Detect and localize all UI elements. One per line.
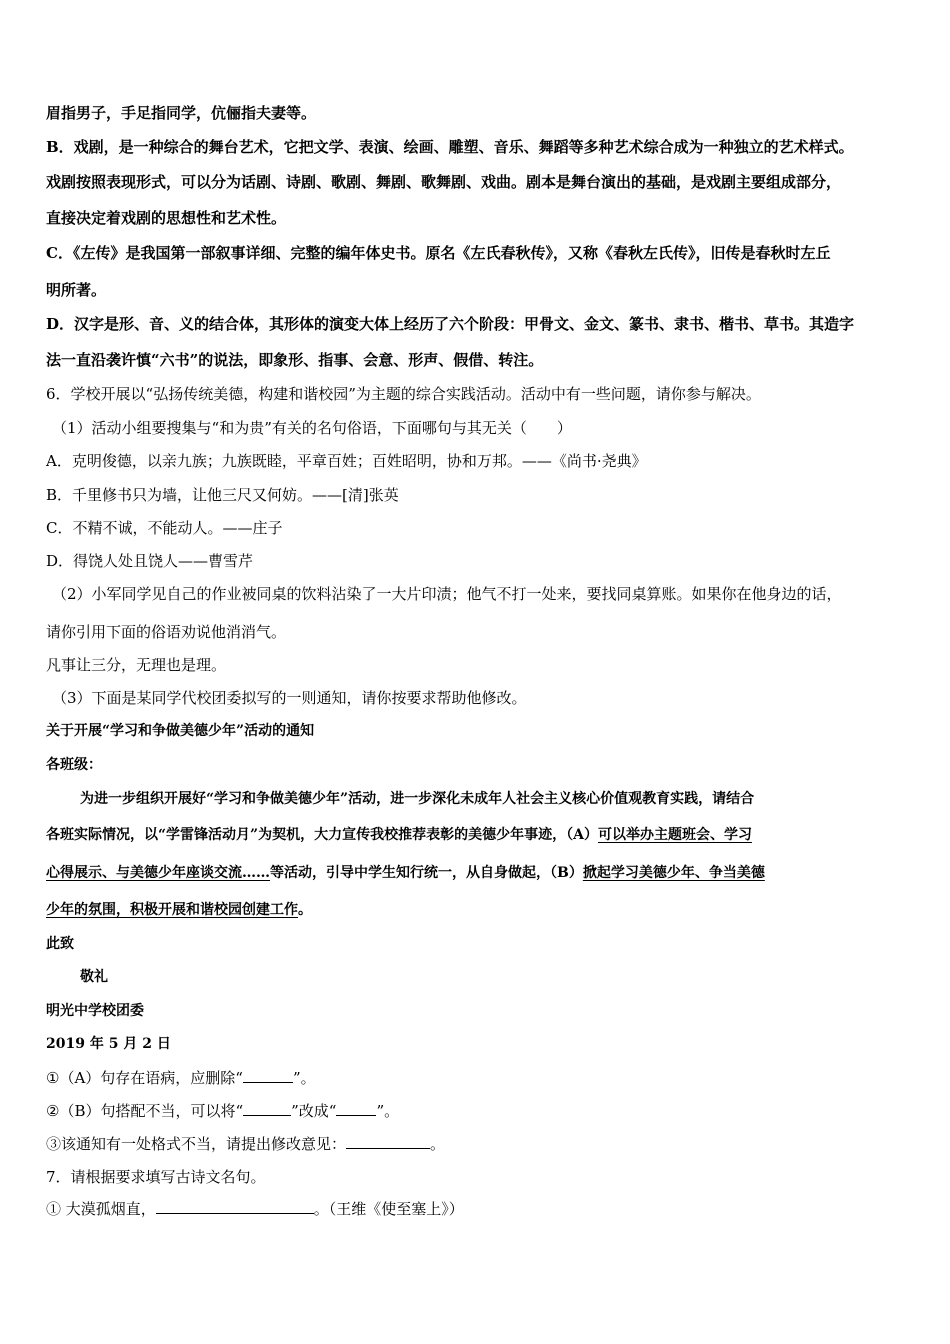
question-6-part-3: （3）下面是某同学代校团委拟写的一则通知，请你按要求帮助他修改。 [52, 689, 527, 707]
answer-blank[interactable] [336, 1101, 376, 1116]
text-line: 眉指男子，手足指同学，伉俪指夫妻等。 [46, 104, 317, 122]
underlined-sentence-b: 少年的氛围，积极开展和谐校园创建工作 [46, 902, 298, 918]
notice-body-line: 为进一步组织开展好“学习和争做美德少年”活动，进一步深化未成年人社会主义核心价值观教育实践，请结合 [80, 791, 755, 807]
sub-question-2 [46, 1101, 399, 1121]
question-text: ②（B）句搭配不当，可以将“ [46, 1102, 244, 1120]
notice-text: 各班实际情况，以“学雷锋活动月”为契机，大力宣传我校推荐表彰的美德少年事迹，（A） [46, 827, 598, 843]
text-line: 明所著。 [46, 281, 107, 299]
notice-date: 2019 年 5 月 2 日 [46, 1036, 171, 1052]
proverb-line: 凡事让三分，无理也是理。 [46, 656, 227, 674]
question-6-part-2: （2）小军同学见自己的作业被同桌的饮料沾染了一大片印渍；他气不打一处来，要找同桌算账。如果你在他身边的话， [52, 585, 842, 603]
sub-question-1 [46, 1068, 316, 1088]
text-line: 直接决定着戏剧的思想性和艺术性。 [46, 209, 287, 227]
choice-a: A．克明俊德，以亲九族；九族既睦，平章百姓；百姓昭明，协和万邦。——《尚书·尧典》 [46, 452, 647, 470]
question-text: ”。 [292, 1069, 316, 1087]
question-text: ”改成“ [291, 1102, 337, 1120]
sub-question-3 [46, 1134, 445, 1154]
question-text: ”。 [376, 1102, 400, 1120]
notice-regards: 敬礼 [80, 969, 108, 985]
notice-text: 等活动，引导中学生知行统一，从自身做起，（B） [270, 865, 583, 881]
question-7-title: 7．请根据要求填写古诗文名句。 [46, 1168, 266, 1186]
poem-line-1 [46, 1199, 464, 1219]
underlined-sentence-a: 可以举办主题班会、学习 [597, 827, 752, 843]
text-line: 法一直沿袭许慎“六书”的说法，即象形、指事、会意、形声、假借、转注。 [46, 351, 544, 369]
notice-body-line [46, 900, 312, 920]
underlined-sentence-b: 掀起学习美德少年、争当美德 [582, 865, 765, 881]
notice-signature: 明光中学校团委 [46, 1003, 144, 1019]
notice-body-line [46, 863, 765, 883]
question-text: ①（A）句存在语病，应删除“ [46, 1069, 243, 1087]
answer-blank[interactable] [156, 1199, 314, 1214]
notice-text: 。 [298, 902, 312, 918]
poem-source: 。（王维《使至塞上》） [313, 1200, 464, 1218]
question-6-part-1: （1）活动小组要搜集与“和为贵”有关的名句俗语，下面哪句与其无关（ ） [52, 419, 572, 437]
answer-blank[interactable] [243, 1101, 291, 1116]
question-text: ③该通知有一处格式不当，请提出修改意见： [46, 1135, 347, 1153]
question-6-title: 6．学校开展以“弘扬传统美德，构建和谐校园”为主题的综合实践活动。活动中有一些问题，请你参与解决。 [46, 385, 761, 403]
option-c-line: C．《左传》是我国第一部叙事详细、完整的编年体史书。原名《左氏春秋传》，又称《春秋左氏传》，旧传是春秋时左丘 [46, 244, 831, 262]
option-b-line: B．戏剧，是一种综合的舞台艺术，它把文学、表演、绘画、雕塑、音乐、舞蹈等多种艺术综合成为一种独立的艺术样式。 [46, 138, 854, 156]
poem-text: ① 大漠孤烟直， [46, 1200, 156, 1218]
notice-title: 关于开展“学习和争做美德少年”活动的通知 [46, 723, 315, 739]
notice-body-line [46, 825, 752, 845]
notice-closing: 此致 [46, 936, 74, 952]
option-d-line: D．汉字是形、音、义的结合体，其形体的演变大体上经历了六个阶段：甲骨文、金文、篆书、隶书、楷书、草书。其造字 [46, 315, 855, 333]
answer-blank[interactable] [243, 1068, 293, 1083]
choice-b: B．千里修书只为墙，让他三尺又何妨。——[清]张英 [46, 486, 399, 504]
text-line: 戏剧按照表现形式，可以分为话剧、诗剧、歌剧、舞剧、歌舞剧、戏曲。剧本是舞台演出的基础，是戏剧主要组成部分， [46, 173, 842, 191]
underlined-sentence-a: 心得展示、与美德少年座谈交流…… [46, 865, 270, 881]
question-text: 。 [430, 1135, 446, 1153]
answer-blank[interactable] [346, 1134, 430, 1149]
choice-d: D．得饶人处且饶人——曹雪芹 [46, 552, 254, 570]
text-line: 请你引用下面的俗语劝说他消消气。 [46, 623, 287, 641]
notice-salutation: 各班级： [46, 757, 102, 773]
choice-c: C．不精不诚，不能动人。——庄子 [46, 519, 283, 537]
